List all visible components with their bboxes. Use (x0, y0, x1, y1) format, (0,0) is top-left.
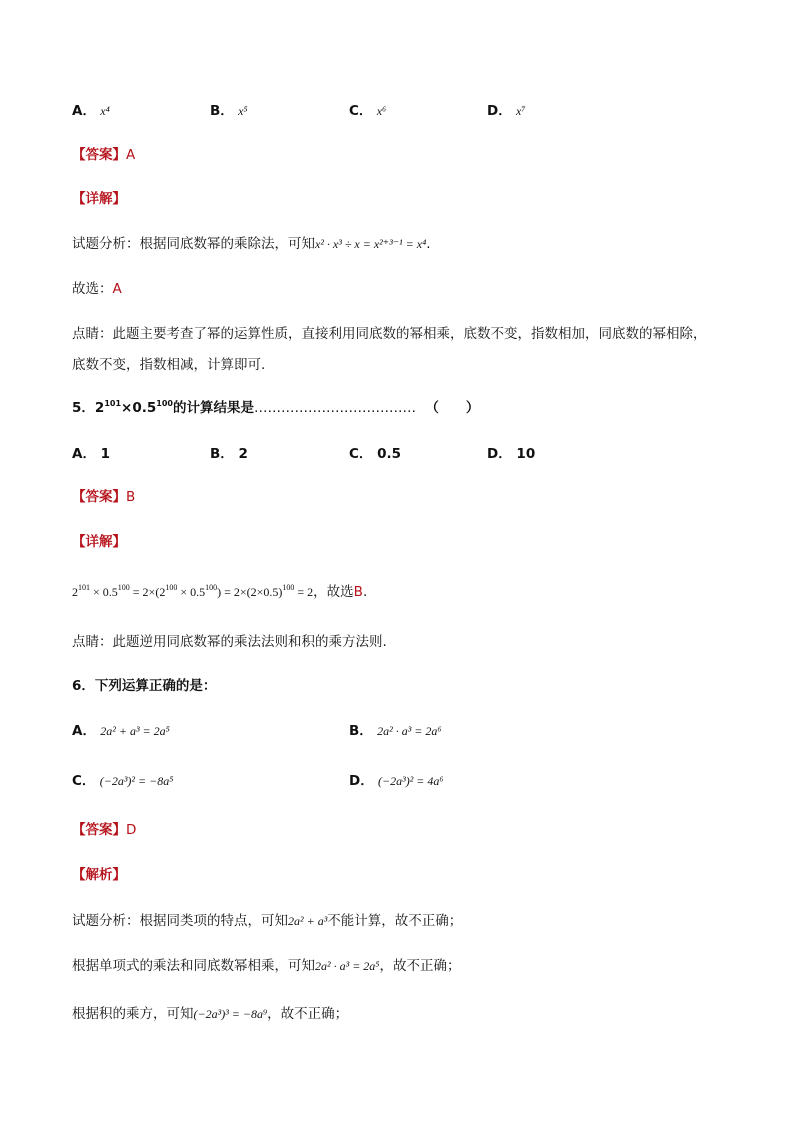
q4-option-b (210, 101, 248, 121)
option-letter: D． (487, 103, 512, 119)
option-text: x⁷ (516, 104, 526, 118)
q5-option-d (487, 444, 535, 464)
q4-option-d (487, 101, 526, 121)
analysis-math: x² · x³ ÷ x = x²⁺³⁻¹ = x⁴ (315, 237, 427, 251)
answer-label: 【答案】 (72, 822, 126, 838)
detail-label: 【详解】 (72, 191, 126, 207)
q5-detail (72, 582, 367, 602)
q5-paren: （ ） (425, 400, 480, 416)
q6-answer (72, 820, 136, 840)
q6-option-a (72, 721, 170, 741)
option-letter: C． (72, 773, 96, 789)
option-text: 2a² + a³ = 2a⁵ (100, 724, 170, 738)
analysis-text: 试题分析：根据同类项的特点，可知 (72, 913, 288, 929)
q4-analysis (72, 234, 431, 254)
q5-option-b (210, 444, 248, 464)
q5-stem-text: 的计算结果是 (172, 400, 254, 416)
option-text: x⁵ (238, 104, 248, 118)
q4-choice (72, 279, 122, 299)
analysis-end: 不能计算，故不正确； (327, 913, 463, 929)
option-text: 10 (516, 446, 536, 462)
option-text: x⁴ (100, 104, 110, 118)
q4-answer (72, 145, 135, 165)
option-letter: A． (72, 103, 96, 119)
option-text: (−2a³)² = 4a⁶ (378, 774, 444, 788)
q5-detail-math: $2^{101} \times 0.5^{100} = 2\times(2^{100} \times 0.5^{100}) = 2\times(2\times 0.5)^{100} = 2$ (72, 583, 314, 599)
q6-analysis-heading (72, 865, 126, 885)
q6-stem: 6．下列运算正确的是： (72, 678, 217, 694)
q6-option-c (72, 771, 173, 791)
q4-option-a (72, 101, 110, 121)
option-letter: B． (210, 103, 234, 119)
q6-analysis-line2 (72, 956, 460, 976)
choice-prefix: 故选： (72, 281, 113, 297)
question-number: 5． (72, 400, 95, 416)
analysis-math: 2a² · a³ = 2a⁵ (315, 959, 380, 973)
detail-end: . (362, 584, 368, 600)
q6-option-b (349, 721, 442, 741)
q4-detail-heading (72, 189, 126, 209)
option-letter: C． (349, 446, 373, 462)
answer-label: 【答案】 (72, 489, 126, 505)
answer-value: D (126, 822, 137, 838)
q5-answer (72, 487, 135, 507)
detail-suffix: ，故选 (313, 584, 354, 600)
option-letter: A． (72, 723, 96, 739)
answer-value: A (126, 147, 136, 163)
q6-analysis-line1 (72, 911, 462, 931)
q5-stem (72, 398, 479, 418)
detail-choice: B (353, 584, 363, 600)
q6-analysis-line3 (72, 1004, 348, 1024)
analysis-end: ，故不正确； (267, 1006, 349, 1022)
q5-comment: 点睛：此题逆用同底数幂的乘法法则和积的乘方法则. (72, 634, 387, 650)
option-letter: B． (210, 446, 234, 462)
option-text: 2 (238, 446, 248, 462)
q5-option-c (349, 444, 401, 464)
analysis-math: 2a² + a³ (288, 914, 328, 928)
q5-option-a (72, 444, 110, 464)
option-text: 2a² · a³ = 2a⁶ (377, 724, 442, 738)
q4-comment-line2: 底数不变，指数相减，计算即可. (72, 357, 266, 373)
detail-label: 【详解】 (72, 534, 126, 550)
option-letter: B． (349, 723, 373, 739)
q4-comment-line1: 点睛：此题主要考查了幂的运算性质，直接利用同底数的幂相乘，底数不变，指数相加，同底数的幂相除， (72, 326, 707, 342)
option-letter: A． (72, 446, 96, 462)
option-text: 1 (100, 446, 111, 462)
analysis-label: 【解析】 (72, 867, 126, 883)
option-text: (−2a³)² = −8a⁵ (99, 774, 174, 788)
analysis-text: 试题分析：根据同底数幂的乘除法，可知 (72, 236, 315, 252)
choice-value: A (112, 281, 122, 297)
q6-option-d (349, 771, 444, 791)
option-text: 0.5 (377, 446, 402, 462)
answer-value: B (126, 489, 136, 505)
q5-detail-heading (72, 532, 126, 552)
option-letter: D． (487, 446, 512, 462)
answer-label: 【答案】 (72, 147, 126, 163)
analysis-text: 根据单项式的乘法和同底数幂相乘，可知 (72, 958, 315, 974)
analysis-math: (−2a³)³ = −8a⁹ (193, 1007, 268, 1021)
option-letter: C． (349, 103, 373, 119)
q5-expression: $2^{101}\times 0.5^{100}$ (94, 399, 173, 416)
option-text: x⁶ (376, 104, 387, 118)
analysis-text: 根据积的乘方，可知 (72, 1006, 194, 1022)
q5-dots: ……………………………… (253, 400, 416, 416)
q4-option-c (349, 101, 386, 121)
analysis-end: . (426, 236, 431, 252)
option-letter: D． (349, 773, 374, 789)
analysis-end: ，故不正确； (379, 958, 461, 974)
